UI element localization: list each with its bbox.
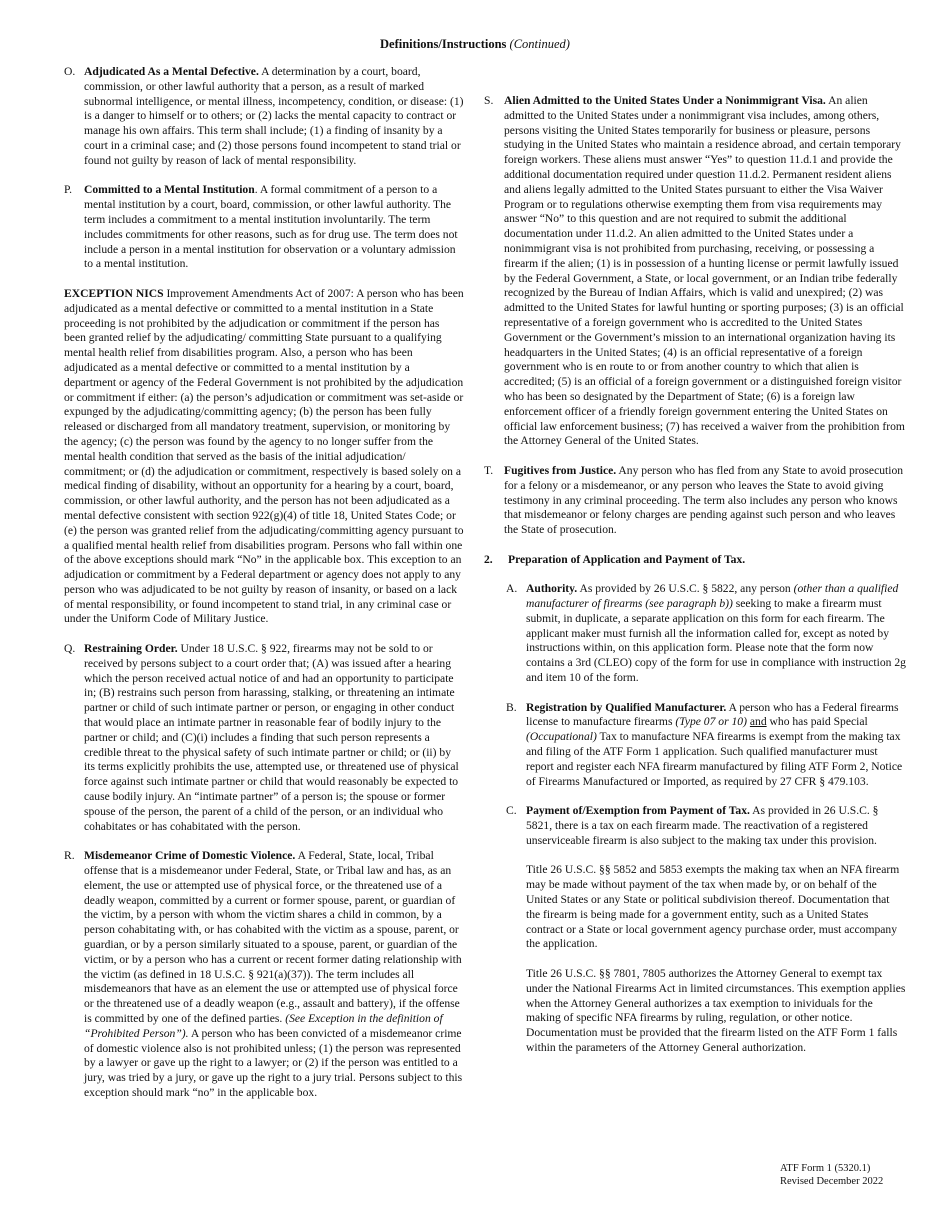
instruction-c: C. Payment of/Exemption from Payment of Tax. As provided in 26 U.S.C. § 5821, there is a tax on each firearm made. The reactivation of a registered unserviceable firearm is also subject to the making tax under this provision. Title 26 U.S.C. §§ 5852 and 5853 exempts the making tax when an NFA firearm may be made without payment of the tax when made by, or on behalf of the United States or any State or political subdivision thereof. Documentation that the firearm is being made for a government entity, such as a United States contract or a State or local government agency purchase order, must accompany the application. Title 26 U.S.C. §§ 7801, 7805 authorizes the Attorney General to exempt tax under the National Firearms Act in limited circumstances. This exemption applies when the Attorney General authorizes a tax exemption to inividuals for the making of specific NFA firearms by ruling, regulation, or other notice. Documentation must be provided that the firearm listed on the ATF Form 1 falls within the parameters of the Attorney General authorization. (506, 804, 906, 1054)
right-column (484, 94, 906, 1071)
definition-o-heading: Adjudicated As a Mental Defective. (84, 65, 259, 78)
definition-q-heading: Restraining Order. (84, 642, 178, 656)
definition-r: R. Misdemeanor Crime of Domestic Violence. A Federal, State, local, Tribal offense that is a misdemeanor under Federal, State, or Tribal law and has, as an element, the use or attempted use of physical force, or the threatened use of a deadly weapon, committed by a current or former spouse, parent, or guardian of the victim, by a person with whom the victim shares a child in common, by a person cohabitating with, or has cohabited with the victim as a spouse, parent, or guardian, or by a person similarly situated to a spouse, parent, or guardian of the victim, or by a person who has a current or recent former dating relationship with the victim (as defined in 18 U.S.C. § 921(a)(37)). The term includes all misdemeanors that have as an element the use or attempted use of physical force or the threatened use of a deadly weapon (e.g., assault and battery), if the offense is committed by one of the defined parties. (See Exception in the definition of “Prohibited Person”). A person who has been convicted of a misdemeanor crime of domestic violence also is not prohibited unless; (1) the person was represented by a lawyer or gave up the right to a lawyer; or (2) if the person was entitled to a jury, was tried by a jury, or gave up the right to a jury trial. Persons subject to this exception should mark “no” in the applicable box. (64, 849, 463, 1099)
instruction-a: A. Authority. As provided by 26 U.S.C. § 5822, any person (other than a qualified manufacturer of firearms (see paragraph b)) seeking to make a firearm must submit, in duplicate, a separate application on this form for each firearm. The applicant maker must furnish all the information called for, except as noted by instructions within, on this application form. Please note that the form now contains a 3rd (CLEO) copy of the form for use in compliance with instruction 2g and item 10 of the form. (506, 582, 906, 685)
form-footer (780, 1162, 883, 1188)
definition-t-heading: Fugitives from Justice. (504, 463, 617, 477)
form-number: ATF Form 1 (5320.1) (780, 1163, 871, 1174)
definition-o: O. Adjudicated As a Mental Defective. A determination by a court, board, commission, or other lawful authority that a person, as a result of marked subnormal intelligence, or mental illness, incompetency, condition, or disease: (1) is a danger to himself or to others; or (2) lacks the mental capacity to contract or manage his own affairs. This term shall include; (1) a finding of insanity by a court in a criminal case; and (2) those persons found incompetent to stand trial or found not guilty by reason of lack of mental responsibility. (64, 65, 464, 167)
definition-p: P. Committed to a Mental Institution. A formal commitment of a person to a mental institution by a court, board, commission, or other lawful authority. The term includes a commitment to a mental institution involuntarily. The term includes commitments for other reasons, such as for drug use. The term does not include a person in a mental institution for observation or a voluntary admission to a mental institution. (64, 183, 458, 271)
exception-nics: EXCEPTION NICS Improvement Amendments Act of 2007: A person who has been adjudicated as a mental defective or committed to a mental institution in a State proceeding is not prohibited by the adjudication or commitment if the person has been granted relief by the adjudicating/ committing State pursuant to a qualifying mental health relief from disabilities program. Also, a person who has been adjudicated as a mental defective or committed to a mental institution by a department or agency of the Federal Government is not prohibited by the adjudication or commitment if either: (a) the person’s adjudication or commitment was set-aside or expunged by the adjudicating/committing agency; (b) the person has been fully released or discharged from all mandatory treatment, supervision, or monitoring by the agency; (c) the person was found by the agency to no longer suffer from the mental health condition that served as the basis of the initial adjudication/ commitment; or (d) the adjudication or commitment, respectively is based solely on a medical finding of disability, without an opportunity for a hearing by a court, board, commission, or other lawful authority, and the person has not been adjudicated as a mental defective consistent with section 922(g)(4) of title 18, United States Code; or (e) the person was granted relief from the adjudicating/committing agency pursuant to a qualified mental health relief from disabilities program. Persons who fall within one of the above exceptions should mark “No” in the applicable box. This exception to an adjudication or commitment by a Federal department or agency does not apply to any person who was adjudicated to be not guilty by reason of insanity, or based on a lack of mental responsibility, or found incompetent to stand trial, in any criminal case or under the Uniform Code of Military Justice. (64, 286, 464, 626)
definition-s: S. Alien Admitted to the United States Under a Nonimmigrant Visa. An alien admitted to the United States under a nonimmigrant visa includes, among others, persons visiting the United States temporarily for business or pleasure, persons studying in the United States who maintain a residence abroad, and certain temporary foreign workers. These aliens must answer “Yes” to question 11.d.1 and provide the additional documentation required under question 11.d.2. Permanent resident aliens and aliens legally admitted to the United States pursuant to either the Visa Waiver Program or to regulations otherwise exempting them from visa requirements may answer “No” to this question and are not required to submit the additional documentation under 11.d.2. An alien admitted to the United States under a nonimmigrant visa is not prohibited from purchasing, receiving, or possessing a firearm if the alien; (1) is in possession of a hunting license or permit lawfully issued by the Federal Government, a State, or local government, or an Indian tribe federally recognized by the Bureau of Indian Affairs, which is valid and unexpired; (2) was admitted to the United States for lawful hunting or sporting purposes; (3) is an official representative of a foreign government who is accredited to the United States Government or the Government’s mission to an international organization having its headquarters in the United States; (4) is an official representative of a foreign government who is en route to or from another country to which that alien is accredited; (5) is an official of a foreign government or a distinguished foreign visitor who has been so designated by the Department of State; (6) is a foreign law enforcement officer of a friendly foreign government entering the United States on official law enforcement business; (7) has received a waiver from the prohibition from the Attorney General of the United States. (484, 94, 905, 448)
instruction-c-heading: Payment of/Exemption from Payment of Tax. (526, 804, 750, 818)
definition-r-heading: Misdemeanor Crime of Domestic Violence. (84, 849, 296, 863)
definition-t: T. Fugitives from Justice. Any person who has fled from any State to avoid prosecution for a felony or a misdemeanor, or any person who leaves the State to avoid giving testimony in any criminal proceeding. The term also includes any person who knows that misdemeanor or felony charges are pending against such person and who leaves the State of prosecution. (484, 463, 904, 537)
left-column (64, 65, 464, 1116)
page-title: Definitions/Instructions (Continued) (380, 37, 570, 51)
instruction-a-heading: Authority. (526, 582, 578, 596)
instruction-c-paragraph-2: Title 26 U.S.C. §§ 5852 and 5853 exempts the making tax when an NFA firearm may be made without payment of the tax when made by, or on behalf of the United States or any State or political subdivision thereof. Documentation that the firearm is being made for a government entity, such as a United States contract or a State or local government agency purchase order, must accompany the application. (526, 863, 900, 951)
instruction-b: B. Registration by Qualified Manufacturer. A person who has a Federal firearms license to manufacture firearms (Type 07 or 10) and who has paid Special (Occupational) Tax to manufacture NFA firearms is exempt from the making tax and filing of the ATF Form 1 application. Such qualified manufacturer must report and register each NFA firearm manufactured by filing ATF Form 2, Notice of Firearms Manufactured or Imported, as required by 27 CFR § 479.103. (506, 700, 903, 788)
instruction-b-heading: Registration by Qualified Manufacturer. (526, 700, 727, 714)
exception-heading: EXCEPTION NICS (64, 286, 164, 300)
definition-q: Q. Restraining Order. Under 18 U.S.C. § 922, firearms may not be sold to or received by persons subject to a court order that; (A) was issued after a hearing which the person received actual notice of and had an opportunity to participate in; (B) restrains such person from harassing, stalking, or threatening an intimate partner or child of such intimate partner or person, or engaging in other conduct that would place an intimate partner in reasonable fear of bodily injury to the partner or child; and (C)(i) includes a finding that such person represents a credible threat to the physical safety of such intimate partner or child; or (ii) by its terms explicitly prohibits the use, attempted use, or threatened use of physical force against such intimate partner or child that would reasonably be expected to cause bodily injury. An “intimate partner” of a person is; the spouse or former spouse of the person, the parent of a child of the person, or an individual who cohabitates or has cohabitated with the person. (64, 642, 459, 833)
instruction-c-paragraph-3: Title 26 U.S.C. §§ 7801, 7805 authorizes the Attorney General to exempt tax under the National Firearms Act in limited circumstances. This exemption applies when the Attorney General authorizes a tax exemption to inividuals for the making of specific NFA firearms by ruling, regulation, or other notice. Documentation must be provided that the firearm listed on the ATF Form 1 falls within the parameters of the Attorney General authorization. (526, 967, 906, 1054)
definition-p-heading: Committed to a Mental Institution (84, 183, 255, 197)
definition-s-heading: Alien Admitted to the United States Under a Nonimmigrant Visa. (504, 94, 826, 107)
section-2-heading: 2. Preparation of Application and Payment of Tax. (484, 552, 746, 566)
revision-date: Revised December 2022 (780, 1176, 884, 1187)
